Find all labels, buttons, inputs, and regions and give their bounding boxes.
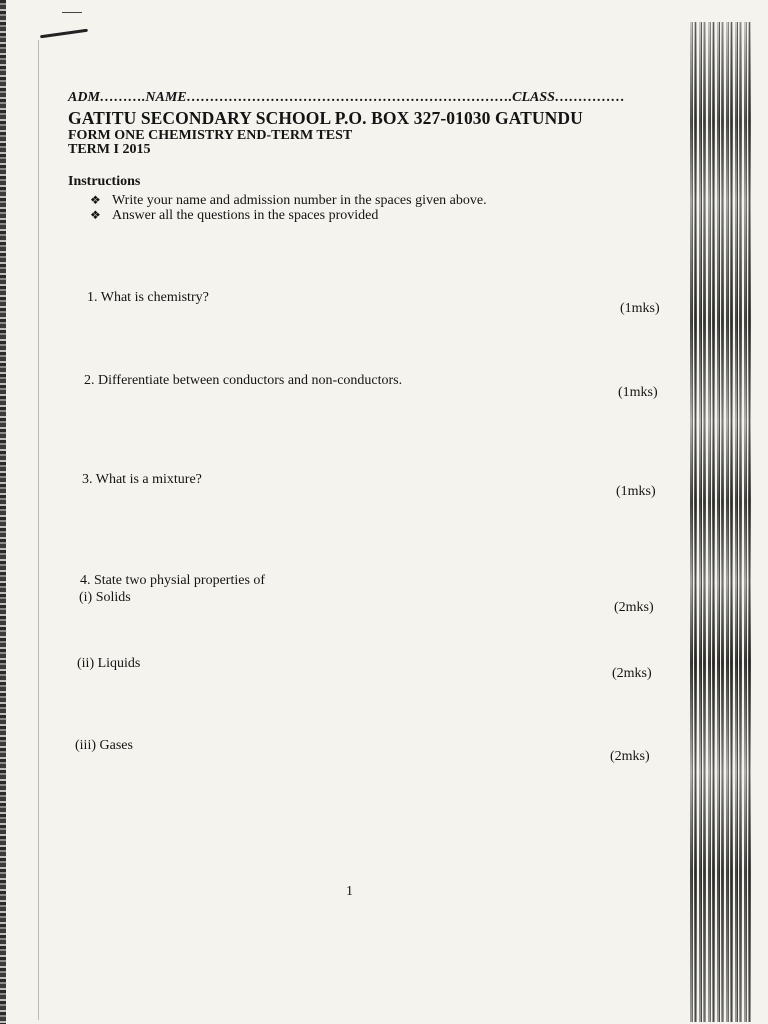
student-details-line: ADM……….NAME…………………………………………………………….CLASS……………	[68, 90, 625, 105]
school-name: GATITU SECONDARY SCHOOL P.O. BOX 327-01030 GATUNDU	[68, 108, 583, 128]
scan-mark	[62, 12, 82, 13]
scan-left-edge	[0, 0, 6, 1024]
page-number: 1	[346, 884, 353, 899]
question-text: (ii) Liquids	[77, 656, 141, 671]
marks-label: (1mks)	[620, 301, 660, 316]
marks-label: (1mks)	[618, 385, 658, 400]
term-label: TERM I 2015	[68, 142, 151, 157]
margin-rule	[38, 40, 39, 1020]
instructions-heading: Instructions	[68, 174, 141, 189]
pen-mark	[40, 29, 88, 39]
test-title: FORM ONE CHEMISTRY END-TERM TEST	[68, 128, 353, 143]
marks-label: (2mks)	[612, 666, 652, 681]
question-text: 4. State two physial properties of	[80, 573, 266, 588]
marks-label: (1mks)	[616, 484, 656, 499]
scan-noise-right	[690, 22, 752, 1022]
question-text: 2. Differentiate between conductors and non-conductors.	[84, 373, 403, 388]
question-text: 1. What is chemistry?	[87, 290, 209, 305]
instruction-item: ❖ Write your name and admission number in the spaces given above.	[90, 193, 487, 208]
question-text: (i) Solids	[79, 590, 131, 605]
bullet-icon: ❖	[90, 193, 101, 207]
instruction-item: ❖ Answer all the questions in the spaces provided	[90, 208, 379, 223]
bullet-icon: ❖	[90, 208, 101, 222]
question-text: 3. What is a mixture?	[82, 472, 202, 487]
marks-label: (2mks)	[610, 749, 650, 764]
marks-label: (2mks)	[614, 600, 654, 615]
question-text: (iii) Gases	[75, 738, 133, 753]
